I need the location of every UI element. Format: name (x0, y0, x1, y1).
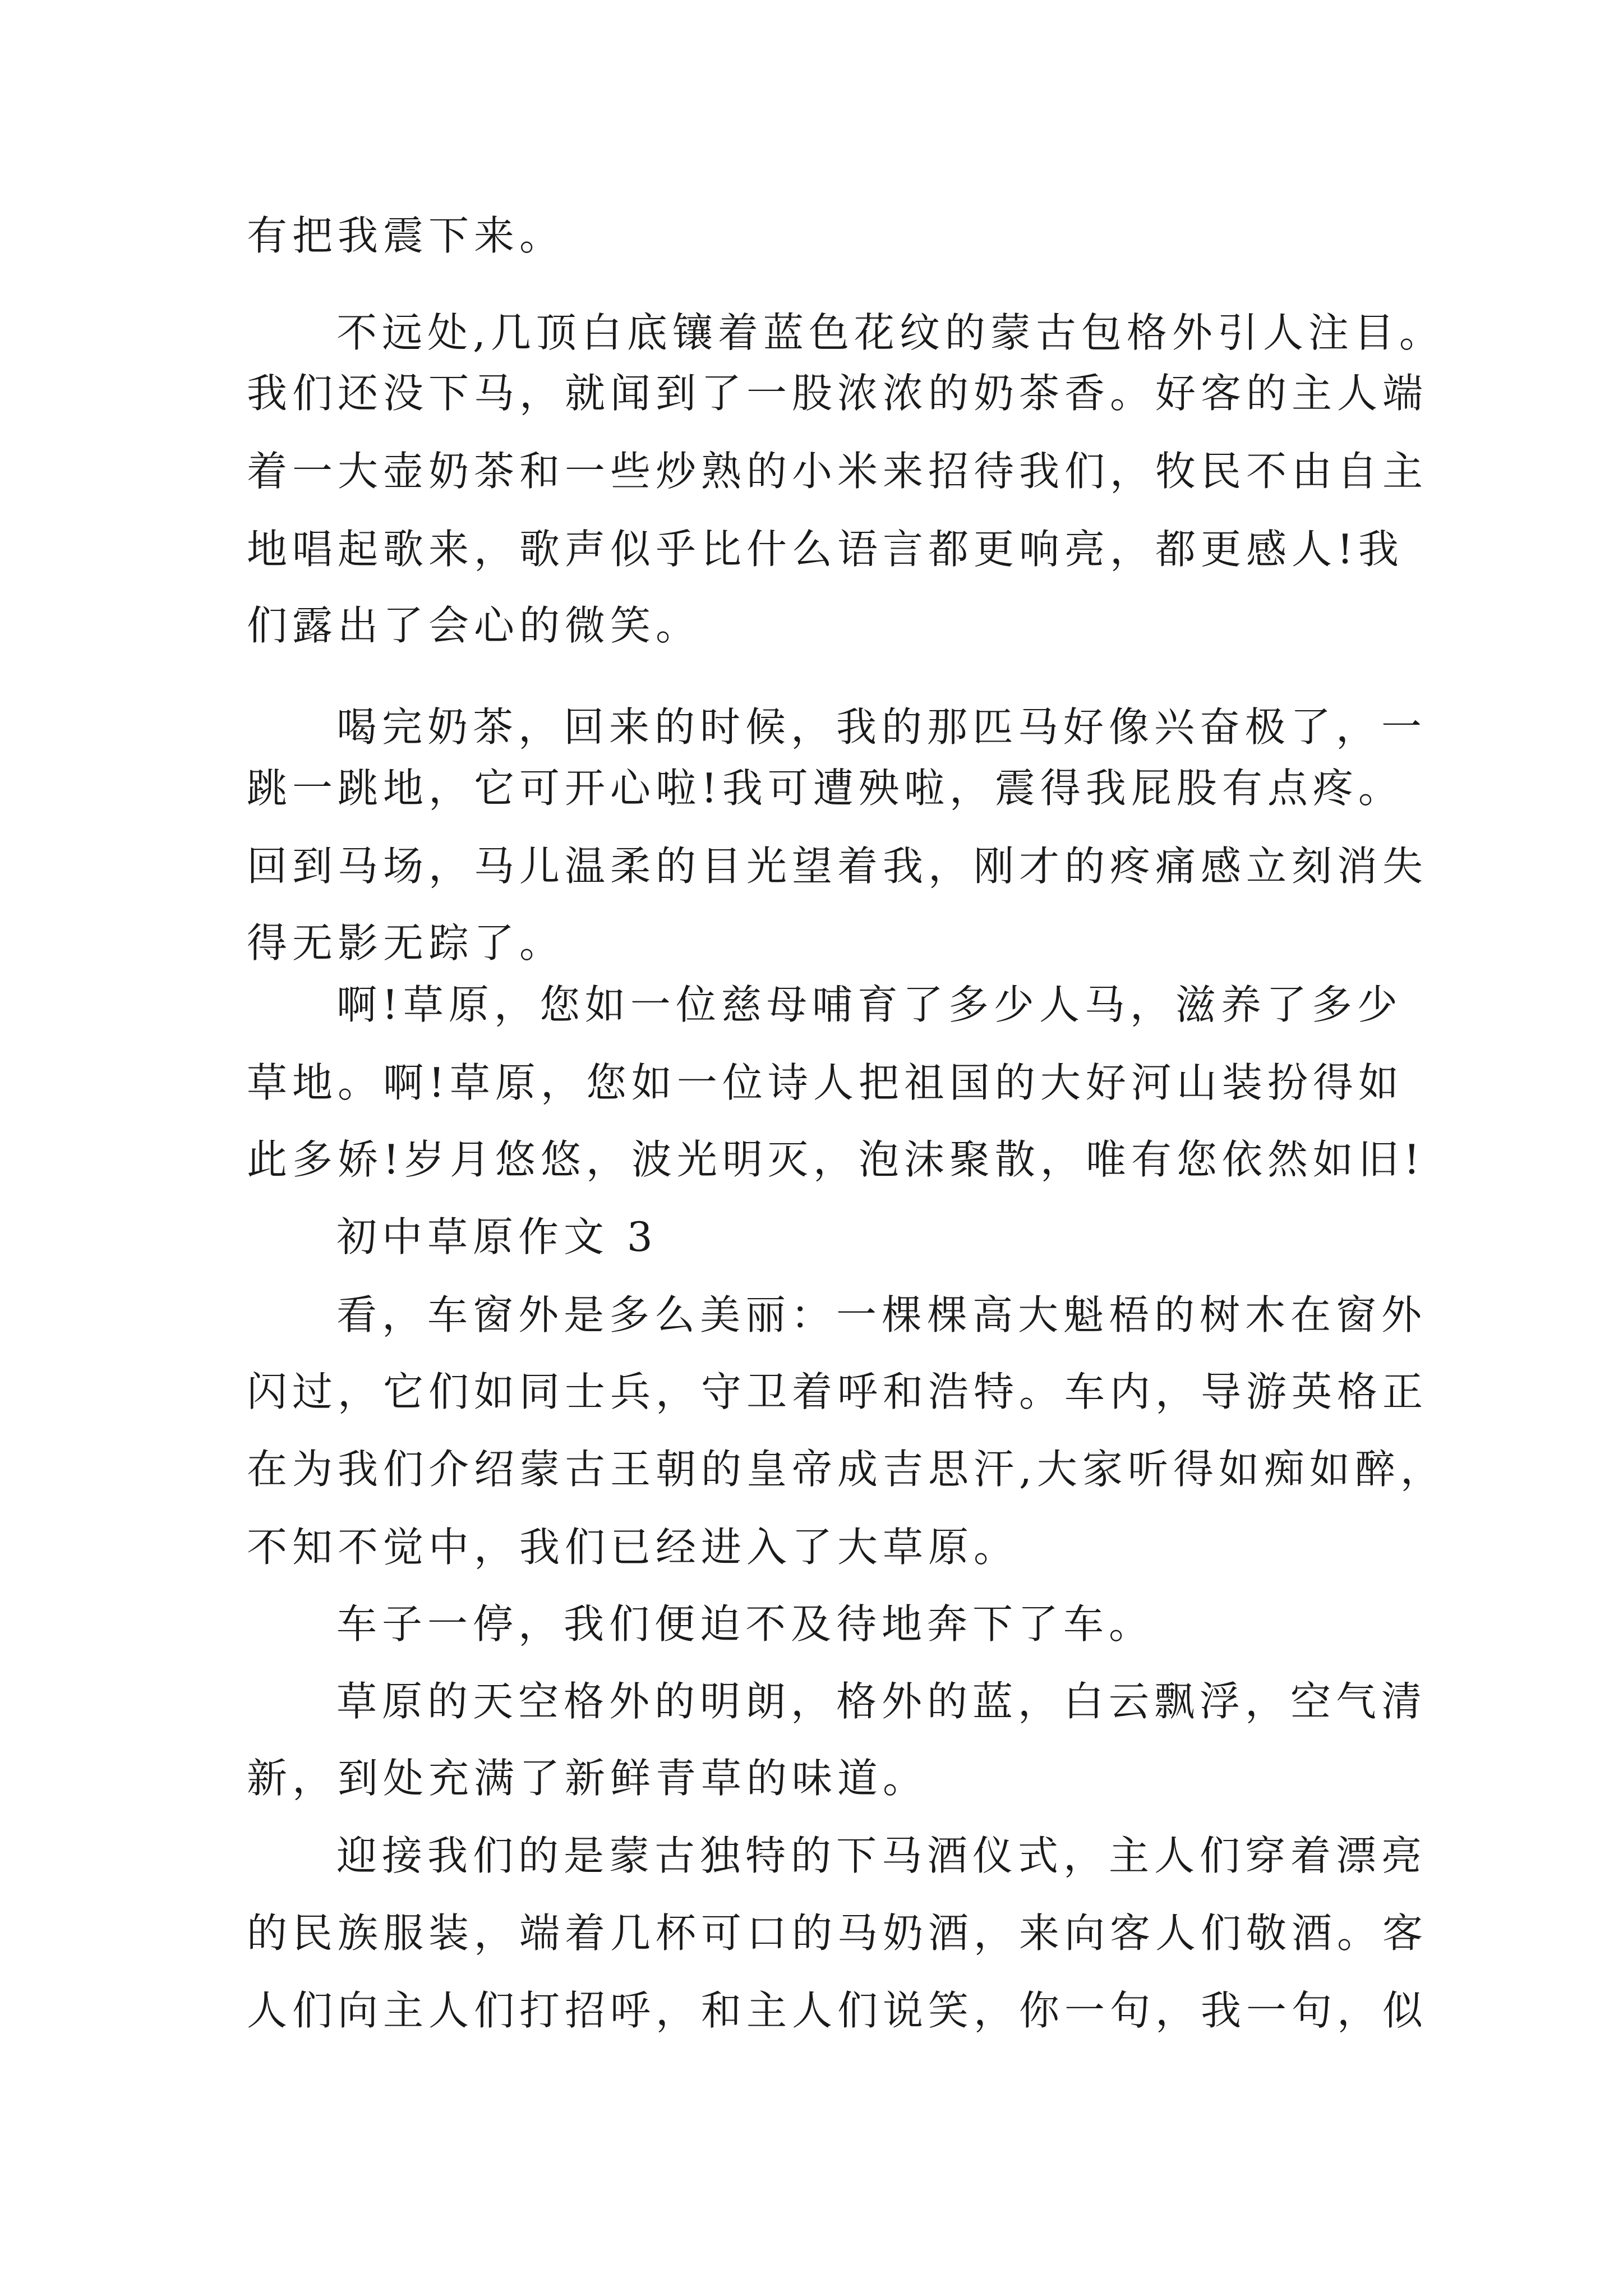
text-line: 人们向主人们打招呼，和主人们说笑，你一句，我一句，似 (247, 1987, 1428, 2034)
text-line: 在为我们介绍蒙古王朝的皇帝成吉思汗,大家听得如痴如醉， (247, 1446, 1446, 1493)
text-line: 啊!草原，您如一位慈母哺育了多少人马，滋养了多少 (336, 981, 1403, 1028)
text-line: 不知不觉中，我们已经进入了大草原。 (247, 1524, 1020, 1571)
text-line: 喝完奶茶，回来的时候，我的那匹马好像兴奋极了，一 (336, 703, 1427, 751)
text-line: 不远处,几顶白底镶着蓝色花纹的蒙古包格外引人注目。 (336, 309, 1445, 356)
text-line: 迎接我们的是蒙古独特的下马酒仪式，主人们穿着漂亮 (336, 1832, 1427, 1879)
text-line: 们露出了会心的微笑。 (247, 602, 702, 649)
text-line: 草原的天空格外的明朗，格外的蓝，白云飘浮，空气清 (336, 1678, 1427, 1725)
text-line: 的民族服装，端着几杯可口的马奶酒，来向客人们敬酒。客 (247, 1910, 1428, 1957)
text-line: 得无影无踪了。 (247, 919, 565, 967)
text-line: 此多娇!岁月悠悠，波光明灭，泡沫聚散，唯有您依然如旧! (247, 1136, 1425, 1183)
text-line: 新，到处充满了新鲜青草的味道。 (247, 1755, 929, 1802)
section-heading: 初中草原作文 3 (336, 1213, 658, 1260)
text-line: 着一大壶奶茶和一些炒熟的小米来招待我们，牧民不由自主 (247, 448, 1428, 495)
text-line: 草地。啊!草原，您如一位诗人把祖国的大好河山装扮得如 (247, 1059, 1404, 1106)
text-line: 车子一停，我们便迫不及待地奔下了车。 (336, 1600, 1155, 1648)
text-line: 地唱起歌来，歌声似乎比什么语言都更响亮，都更感人!我 (247, 526, 1404, 573)
text-line: 闪过，它们如同士兵，守卫着呼和浩特。车内，导游英格正 (247, 1368, 1428, 1415)
text-line: 回到马场，马儿温柔的目光望着我，刚才的疼痛感立刻消失 (247, 843, 1428, 890)
text-line: 看，车窗外是多么美丽：一棵棵高大魁梧的树木在窗外 (336, 1291, 1427, 1338)
text-line: 有把我震下来。 (247, 212, 565, 259)
text-line: 跳一跳地，它可开心啦!我可遭殃啦，震得我屁股有点疼。 (247, 765, 1404, 812)
text-line: 我们还没下马，就闻到了一股浓浓的奶茶香。好客的主人端 (247, 370, 1428, 417)
